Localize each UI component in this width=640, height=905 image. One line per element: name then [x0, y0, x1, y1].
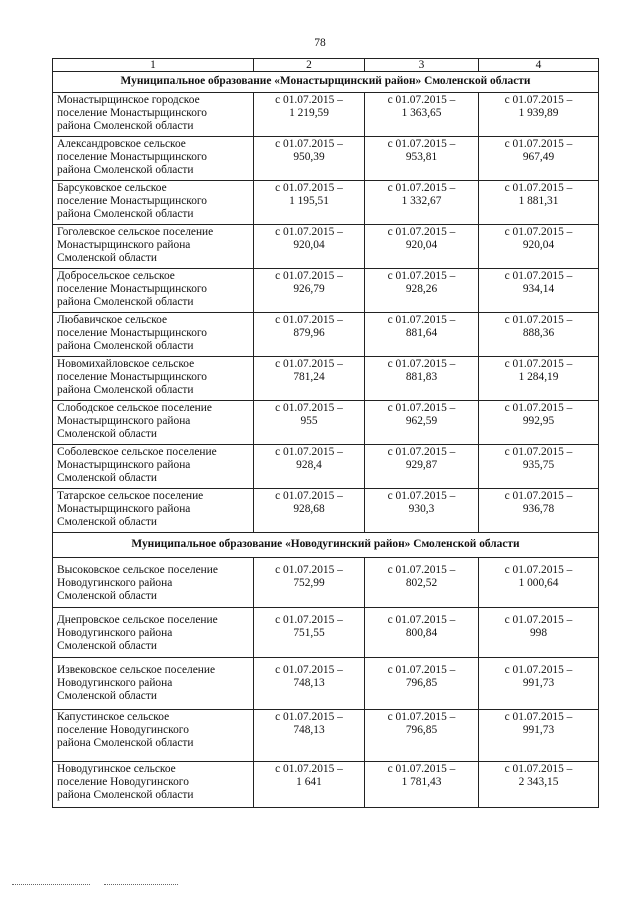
- tariff-cell-col2: [254, 710, 365, 762]
- tariff-value-line: с 01.07.2015 –: [504, 763, 573, 775]
- section-title: Муниципальное образование «Новодугинский район» Смоленской области: [53, 533, 599, 558]
- tariff-value-line: 926,79: [293, 283, 325, 296]
- footer-line-left: [12, 884, 90, 885]
- table-row: [53, 225, 599, 269]
- table-row: [53, 313, 599, 357]
- tariff-value-line: с 01.07.2015 –: [504, 664, 573, 676]
- tariff-value-line: 935,75: [522, 459, 555, 472]
- tariff-value-line: с 01.07.2015 –: [275, 138, 343, 150]
- settlement-name-cell: [53, 710, 254, 762]
- settlement-name-line: района Смоленской области: [57, 340, 194, 353]
- tariff-cell-col4: [479, 269, 599, 313]
- settlement-name-line: поселение Монастырщинского: [57, 195, 207, 208]
- tariff-value-line: с 01.07.2015 –: [387, 94, 456, 106]
- tariff-value-line: с 01.07.2015 –: [387, 270, 456, 282]
- table-row: [53, 181, 599, 225]
- tariff-value-line: с 01.07.2015 –: [387, 358, 456, 370]
- tariff-value-line: 930,3: [408, 503, 435, 516]
- tariff-value-line: 748,13: [293, 677, 325, 690]
- tariff-cell-col3: [365, 489, 479, 533]
- table-row: [53, 445, 599, 489]
- settlement-name-line: Монастырщинского района: [57, 239, 191, 252]
- table-row: [53, 269, 599, 313]
- settlement-name-line: поселение Новодугинского: [57, 776, 189, 789]
- settlement-name-line: района Смоленской области: [57, 164, 194, 177]
- tariff-cell-col3: [365, 710, 479, 762]
- tariff-value-line: 1 641: [296, 776, 322, 789]
- tariff-value-line: 800,84: [405, 627, 438, 640]
- tariff-cell-col4: [479, 181, 599, 225]
- settlement-name-line: Смоленской области: [57, 516, 157, 529]
- tariff-cell-col4: [479, 710, 599, 762]
- tariff-value-line: 962,59: [405, 415, 438, 428]
- table-row: [53, 401, 599, 445]
- table-row: [53, 558, 599, 608]
- tariff-value-line: 955: [300, 415, 318, 428]
- tariff-value-line: с 01.07.2015 –: [504, 446, 573, 458]
- tariff-value-line: с 01.07.2015 –: [504, 490, 573, 502]
- settlement-name-cell: [53, 489, 254, 533]
- settlement-name-line: Смоленской области: [57, 590, 157, 603]
- tariff-value-line: с 01.07.2015 –: [275, 358, 343, 370]
- table-row: [53, 357, 599, 401]
- tariff-cell-col3: [365, 445, 479, 489]
- settlement-name-line: Новодугинского района: [57, 627, 173, 640]
- tariff-cell-col2: [254, 608, 365, 658]
- column-number-1: 1: [53, 59, 254, 72]
- tariff-value-line: 934,14: [522, 283, 555, 296]
- tariff-cell-col3: [365, 558, 479, 608]
- settlement-name-line: района Смоленской области: [57, 384, 194, 397]
- tariff-value-line: 1 939,89: [518, 107, 559, 120]
- tariff-cell-col3: [365, 608, 479, 658]
- tariff-value-line: с 01.07.2015 –: [387, 138, 456, 150]
- settlement-name-line: Извековское сельское поселение: [57, 664, 215, 676]
- tariff-cell-col3: [365, 93, 479, 137]
- settlement-name-line: Смоленской области: [57, 640, 157, 653]
- tariff-value-line: с 01.07.2015 –: [387, 226, 456, 238]
- tariff-cell-col4: [479, 401, 599, 445]
- tariff-value-line: с 01.07.2015 –: [275, 490, 343, 502]
- settlement-name-cell: [53, 762, 254, 808]
- tariff-value-line: с 01.07.2015 –: [387, 614, 456, 626]
- settlement-name-line: Новодугинского района: [57, 677, 173, 690]
- tariff-value-line: с 01.07.2015 –: [387, 564, 456, 576]
- tariff-value-line: 802,52: [405, 577, 438, 590]
- tariff-value-line: 1 284,19: [518, 371, 559, 384]
- column-number-4: 4: [479, 59, 599, 72]
- tariff-cell-col2: [254, 137, 365, 181]
- tariff-cell-col3: [365, 762, 479, 808]
- tariff-cell-col4: [479, 608, 599, 658]
- tariff-value-line: 936,78: [522, 503, 555, 516]
- tariff-value-line: с 01.07.2015 –: [275, 763, 343, 775]
- tariff-value-line: 796,85: [405, 677, 438, 690]
- tariff-cell-col2: [254, 313, 365, 357]
- tariff-value-line: с 01.07.2015 –: [275, 94, 343, 106]
- tariff-value-line: с 01.07.2015 –: [504, 182, 573, 194]
- tariff-value-line: 992,95: [522, 415, 555, 428]
- settlement-name-line: района Смоленской области: [57, 296, 194, 309]
- tariff-cell-col4: [479, 489, 599, 533]
- settlement-name-line: Смоленской области: [57, 428, 157, 441]
- tariff-value-line: 920,04: [405, 239, 438, 252]
- settlement-name-cell: [53, 269, 254, 313]
- tariff-cell-col2: [254, 269, 365, 313]
- tariff-cell-col4: [479, 762, 599, 808]
- table-row: [53, 608, 599, 658]
- tariff-value-line: 781,24: [293, 371, 325, 384]
- settlement-name-line: Новомихайловское сельское: [57, 358, 195, 370]
- tariff-value-line: с 01.07.2015 –: [504, 614, 573, 626]
- settlement-name-line: Монастырщинского района: [57, 459, 191, 472]
- tariff-value-line: с 01.07.2015 –: [387, 182, 456, 194]
- tariff-cell-col3: [365, 181, 479, 225]
- tariff-value-line: с 01.07.2015 –: [275, 182, 343, 194]
- tariff-cell-col3: [365, 313, 479, 357]
- settlement-name-line: Гоголевское сельское поселение: [57, 226, 214, 238]
- table-row: [53, 137, 599, 181]
- tariff-value-line: 991,73: [522, 724, 555, 737]
- tariff-cell-col4: [479, 357, 599, 401]
- tariff-value-line: 881,83: [405, 371, 438, 384]
- tariff-value-line: с 01.07.2015 –: [387, 664, 456, 676]
- tariff-value-line: с 01.07.2015 –: [275, 564, 343, 576]
- tariff-cell-col2: [254, 225, 365, 269]
- tariff-cell-col2: [254, 357, 365, 401]
- settlement-name-cell: [53, 357, 254, 401]
- column-number-3: 3: [365, 59, 479, 72]
- section-title: Муниципальное образование «Монастырщинский район» Смоленской области: [53, 72, 599, 93]
- tariff-cell-col2: [254, 762, 365, 808]
- settlement-name-line: Любавичское сельское: [57, 314, 168, 326]
- tariff-value-line: 928,4: [296, 459, 322, 472]
- tariff-value-line: 1 881,31: [518, 195, 559, 208]
- settlement-name-line: Новодугинское сельское: [57, 763, 176, 775]
- tariff-value-line: 748,13: [293, 724, 325, 737]
- tariff-value-line: 998: [529, 627, 548, 640]
- settlement-name-line: Монастырщинского района: [57, 503, 191, 516]
- tariff-value-line: 2 343,15: [518, 776, 559, 789]
- settlement-name-line: поселение Монастырщинского: [57, 107, 207, 120]
- tariff-value-line: с 01.07.2015 –: [504, 138, 573, 150]
- table-row: [53, 762, 599, 808]
- settlement-name-cell: [53, 313, 254, 357]
- tariff-value-line: 796,85: [405, 724, 438, 737]
- settlement-name-cell: [53, 658, 254, 710]
- settlement-name-line: Монастырщинское городское: [57, 94, 200, 106]
- tariff-cell-col4: [479, 558, 599, 608]
- settlement-name-line: Татарское сельское поселение: [57, 490, 204, 502]
- tariff-value-line: с 01.07.2015 –: [504, 564, 573, 576]
- settlement-name-line: поселение Новодугинского: [57, 724, 189, 737]
- tariff-value-line: 881,64: [405, 327, 438, 340]
- tariff-cell-col2: [254, 445, 365, 489]
- settlement-name-line: Смоленской области: [57, 690, 157, 703]
- tariff-value-line: 879,96: [293, 327, 325, 340]
- tariff-value-line: 950,39: [293, 151, 325, 164]
- settlement-name-line: поселение Монастырщинского: [57, 151, 207, 164]
- tariff-value-line: с 01.07.2015 –: [504, 358, 573, 370]
- settlement-name-line: Днепровское сельское поселение: [57, 614, 218, 626]
- table-row: [53, 710, 599, 762]
- tariff-value-line: с 01.07.2015 –: [387, 314, 456, 326]
- settlement-name-cell: [53, 181, 254, 225]
- tariff-value-line: 1 219,59: [289, 107, 329, 120]
- tariff-cell-col2: [254, 401, 365, 445]
- settlement-name-line: поселение Монастырщинского: [57, 371, 207, 384]
- page-number: 78: [314, 37, 326, 49]
- tariff-cell-col3: [365, 401, 479, 445]
- tariff-value-line: 888,36: [522, 327, 555, 340]
- tariff-value-line: 991,73: [522, 677, 555, 690]
- tariff-cell-col4: [479, 313, 599, 357]
- settlement-name-cell: [53, 401, 254, 445]
- tariff-value-line: 1 332,67: [401, 195, 442, 208]
- tariff-cell-col2: [254, 558, 365, 608]
- tariff-value-line: с 01.07.2015 –: [504, 226, 573, 238]
- tariff-cell-col3: [365, 658, 479, 710]
- settlement-name-line: района Смоленской области: [57, 789, 194, 802]
- tariff-value-line: 1 363,65: [401, 107, 442, 120]
- settlement-name-cell: [53, 137, 254, 181]
- tariff-value-line: 967,49: [522, 151, 555, 164]
- settlement-name-cell: [53, 225, 254, 269]
- settlement-name-line: поселение Монастырщинского: [57, 327, 207, 340]
- tariff-cell-col2: [254, 658, 365, 710]
- tariff-value-line: 953,81: [405, 151, 438, 164]
- tariff-value-line: 751,55: [293, 627, 325, 640]
- tariff-value-line: с 01.07.2015 –: [275, 402, 343, 414]
- settlement-name-line: района Смоленской области: [57, 208, 194, 221]
- tariff-value-line: с 01.07.2015 –: [504, 270, 573, 282]
- tariff-value-line: с 01.07.2015 –: [387, 711, 456, 723]
- tariff-value-line: с 01.07.2015 –: [275, 270, 343, 282]
- table-row: [53, 93, 599, 137]
- tariff-value-line: с 01.07.2015 –: [387, 763, 456, 775]
- tariff-value-line: с 01.07.2015 –: [504, 94, 573, 106]
- settlement-name-cell: [53, 558, 254, 608]
- settlement-name-line: Александровское сельское: [57, 138, 186, 150]
- tariff-value-line: с 01.07.2015 –: [504, 402, 573, 414]
- settlement-name-line: Высоковское сельское поселение: [57, 564, 218, 576]
- tariff-value-line: с 01.07.2015 –: [275, 711, 343, 723]
- settlement-name-cell: [53, 445, 254, 489]
- column-number-2: 2: [254, 59, 365, 72]
- tariff-value-line: с 01.07.2015 –: [387, 402, 456, 414]
- settlement-name-line: Смоленской области: [57, 252, 157, 265]
- tariff-cell-col2: [254, 181, 365, 225]
- tariff-value-line: 920,04: [293, 239, 325, 252]
- tariff-value-line: 1 000,64: [518, 577, 559, 590]
- tariff-cell-col4: [479, 225, 599, 269]
- settlement-name-line: района Смоленской области: [57, 737, 194, 750]
- tariff-value-line: с 01.07.2015 –: [275, 226, 343, 238]
- settlement-name-line: Капустинское сельское: [57, 711, 170, 723]
- settlement-name-line: Соболевское сельское поселение: [57, 446, 217, 458]
- tariff-value-line: с 01.07.2015 –: [275, 314, 343, 326]
- tariff-cell-col4: [479, 137, 599, 181]
- tariff-cell-col2: [254, 489, 365, 533]
- table-row: [53, 658, 599, 710]
- settlement-name-line: Барсуковское сельское: [57, 182, 167, 194]
- tariff-cell-col4: [479, 658, 599, 710]
- tariff-value-line: с 01.07.2015 –: [504, 314, 573, 326]
- tariff-value-line: 752,99: [293, 577, 325, 590]
- settlement-name-line: Монастырщинского района: [57, 415, 191, 428]
- tariff-value-line: 920,04: [522, 239, 555, 252]
- tariff-value-line: с 01.07.2015 –: [504, 711, 573, 723]
- settlement-name-line: Новодугинского района: [57, 577, 173, 590]
- settlement-name-line: Добросельское сельское: [57, 270, 175, 282]
- table-row: [53, 489, 599, 533]
- tariff-cell-col4: [479, 445, 599, 489]
- tariff-value-line: с 01.07.2015 –: [275, 614, 343, 626]
- tariff-cell-col2: [254, 93, 365, 137]
- tariff-cell-col3: [365, 357, 479, 401]
- settlement-name-line: Смоленской области: [57, 472, 157, 485]
- tariff-cell-col4: [479, 93, 599, 137]
- settlement-name-cell: [53, 93, 254, 137]
- section-header-row: [53, 533, 599, 558]
- settlement-name-line: Слободское сельское поселение: [57, 402, 212, 414]
- footer-line-right: [104, 884, 178, 885]
- tariff-table: [52, 58, 599, 808]
- tariff-cell-col3: [365, 225, 479, 269]
- settlement-name-line: поселение Монастырщинского: [57, 283, 207, 296]
- tariff-value-line: 1 195,51: [289, 195, 329, 208]
- section-header-row: [53, 72, 599, 93]
- tariff-value-line: с 01.07.2015 –: [387, 490, 456, 502]
- tariff-value-line: 928,26: [405, 283, 438, 296]
- tariff-cell-col3: [365, 269, 479, 313]
- tariff-value-line: с 01.07.2015 –: [275, 664, 343, 676]
- tariff-value-line: 1 781,43: [401, 776, 442, 789]
- settlement-name-cell: [53, 608, 254, 658]
- tariff-cell-col3: [365, 137, 479, 181]
- tariff-value-line: 928,68: [293, 503, 325, 516]
- tariff-value-line: с 01.07.2015 –: [387, 446, 456, 458]
- tariff-value-line: 929,87: [405, 459, 438, 472]
- settlement-name-line: района Смоленской области: [57, 120, 194, 133]
- column-number-row: [53, 59, 599, 72]
- tariff-value-line: с 01.07.2015 –: [275, 446, 343, 458]
